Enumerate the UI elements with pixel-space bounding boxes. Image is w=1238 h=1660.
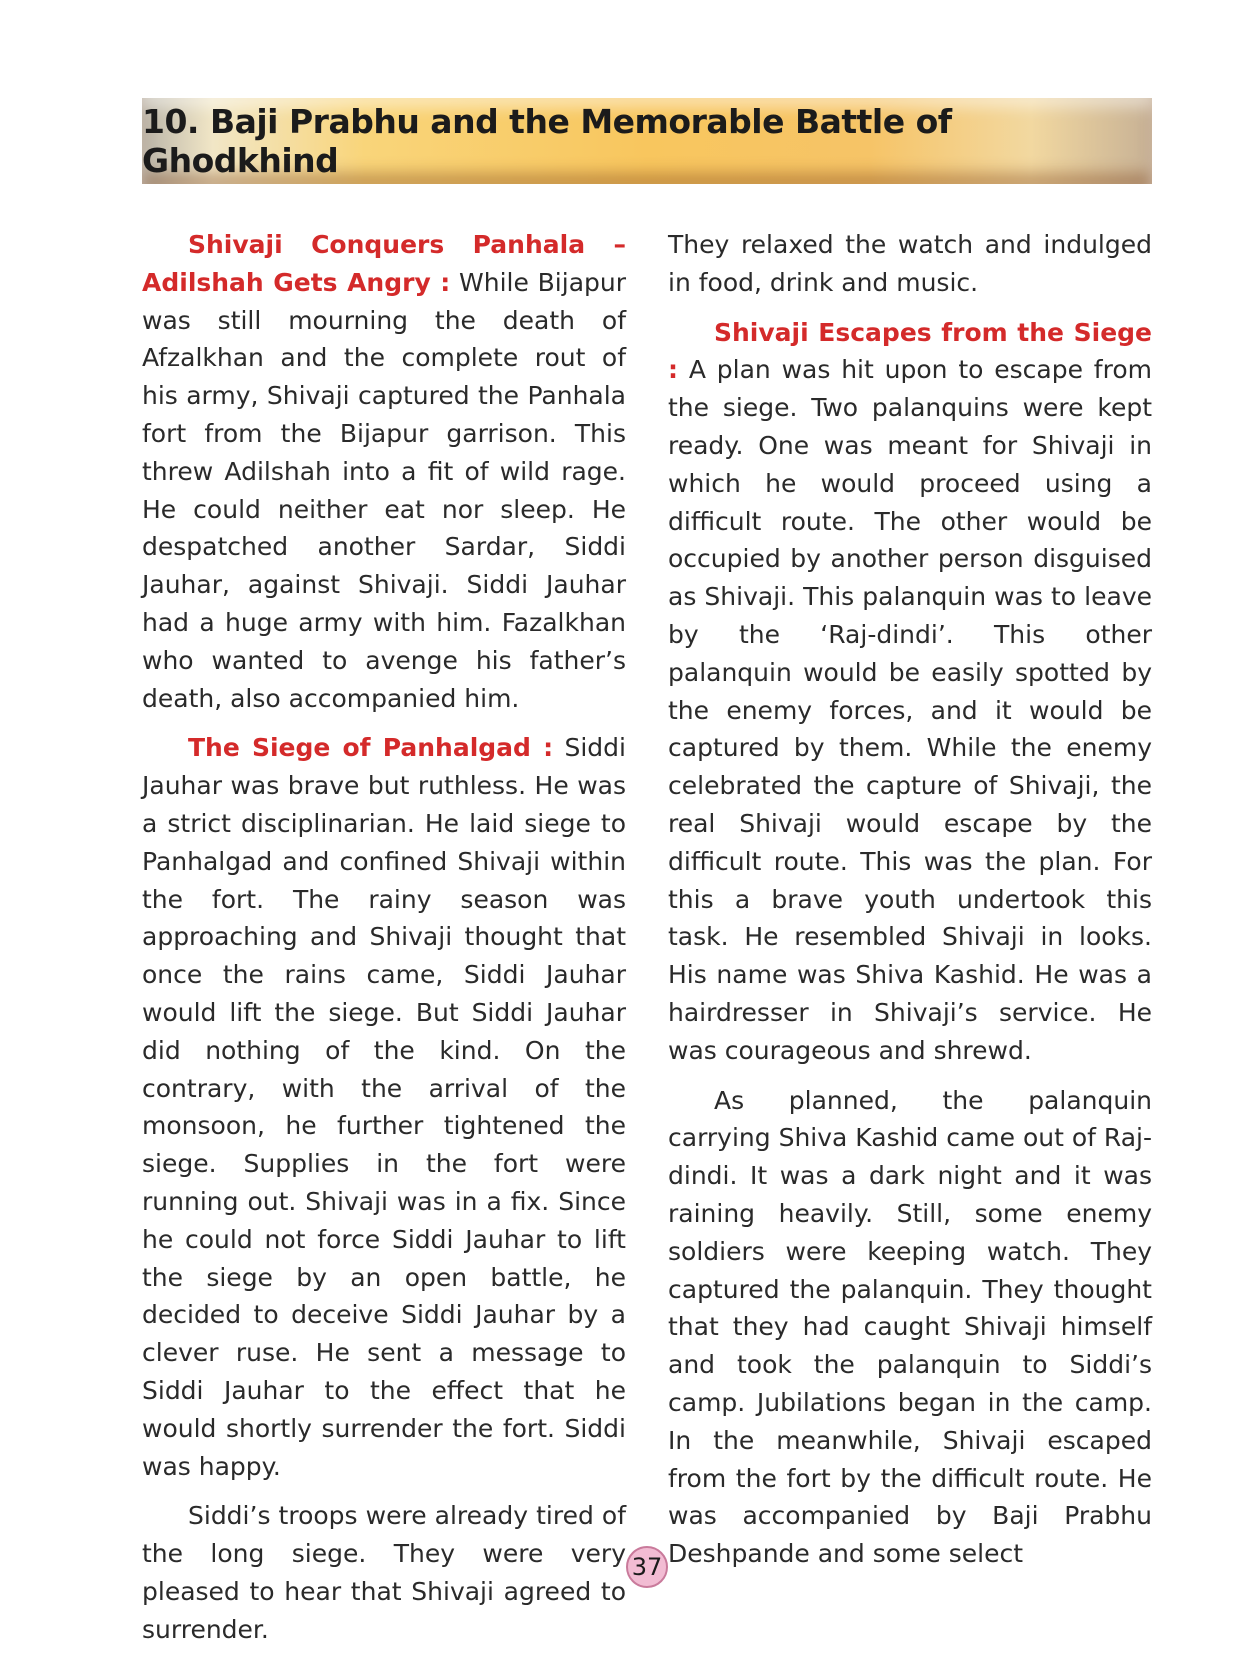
paragraph-text: Siddi Jauhar was brave but ruthless. He was a strict disciplinarian. He laid siege to Panhalgad and confined Shivaji within the fort. The rainy season was approaching and Shivaji thought that once the rains came, Siddi Jauhar would lift the siege. But Siddi Jauhar did nothing of the kind. On the contrary, with the arrival of the monsoon, he further tightened the siege. Supplies in the fort were running out. Shivaji was in a fix. Since he could not force Siddi Jauhar to lift the siege by an open battle, he decided to deceive Siddi Jauhar by a clever ruse. He sent a message to Siddi Jauhar to the effect that he would shortly surrender the fort. Siddi was happy. [142, 733, 626, 1481]
paragraph-text: While Bijapur was still mourning the death of Afzalkhan and the complete rout of his army, Shivaji captured the Panhala fort from the Bijapur garrison. This threw Adilshah into a fit of wild rage. He could neither eat nor sleep. He despatched another Sardar, Siddi Jauhar, against Shivaji. Siddi Jauhar had a huge army with him. Fazalkhan who wanted to avenge his father’s death, also accompanied him. [142, 267, 627, 713]
chapter-title-banner [142, 98, 1152, 184]
right-column [668, 226, 1152, 1585]
section-heading: The Siege of Panhalgad : [188, 733, 554, 763]
page-number: 37 [631, 1553, 663, 1581]
paragraph-siddi-troops: Siddi’s troops were already tired of the long siege. They were very pleased to hear that Shivaji agreed to surrender. [142, 1501, 626, 1644]
section-heading: Shivaji Conquers Panhala – Adilshah Gets Angry : [142, 230, 626, 297]
paragraph-as-planned: As planned, the palanquin carrying Shiva Kashid came out of Raj-dindi. It was a dark night and it was raining heavily. Still, some enemy soldiers were keeping watch. They captured the palanquin. They thought that they had caught Shivaji himself and took the palanquin to Siddi’s camp. Jubilations began in the camp. In the meanwhile, Shivaji escaped from the fort by the difficult route. He was accompanied by Baji Prabhu Deshpande and some select [668, 1085, 1152, 1569]
left-column [142, 226, 626, 1660]
page-number-badge [626, 1546, 668, 1588]
paragraph-text: A plan was hit upon to escape from the siege. Two palanquins were kept ready. One was meant for Shivaji in which he would proceed using a difficult route. The other would be occupied by another person disguised as Shivaji. This palanquin was to leave by the ‘Raj-dindi’. This other palanquin would be easily spotted by the enemy forces, and it would be captured by them. While the enemy celebrated the capture of Shivaji, the real Shivaji would escape by the difficult route. This was the plan. For this a brave youth undertook this task. He resembled Shivaji in looks. His name was Shiva Kashid. He was a hairdresser in Shivaji’s service. He was courageous and shrewd. [668, 355, 1152, 1065]
chapter-title: 10. Baji Prabhu and the Memorable Battle of Ghodkhind [142, 102, 952, 180]
paragraph-siege-of-panhalgad [142, 729, 626, 1485]
paragraph-continuation: They relaxed the watch and indulged in food, drink and music. [668, 230, 1152, 297]
paragraph-shivaji-escapes [668, 314, 1152, 1070]
section-heading: Shivaji Escapes from the Siege : [668, 317, 1152, 385]
paragraph-shivaji-conquers-panhala [142, 226, 626, 717]
